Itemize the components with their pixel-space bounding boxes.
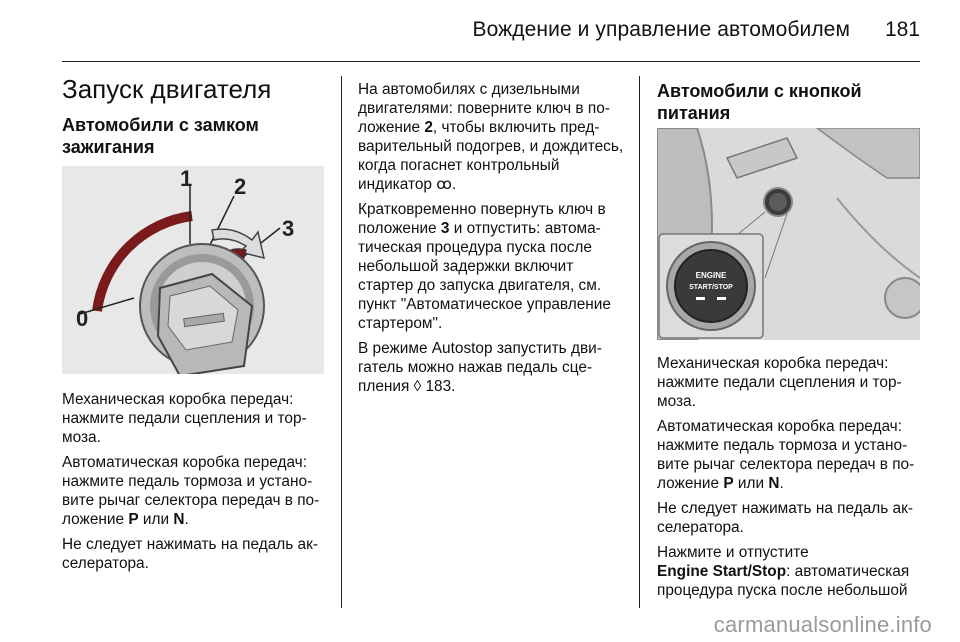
ignition-key-illustration xyxy=(62,166,324,374)
ignition-key-figure xyxy=(62,166,324,374)
section-title: Запуск двигателя xyxy=(62,74,272,104)
key-position-1: 1 xyxy=(180,166,193,191)
right-column-text xyxy=(657,354,927,606)
left-para-automatic: Автоматическая коробка передач: нажмите педаль тормоза и установите рычаг селектора передач в положение P или N. xyxy=(62,454,320,528)
right-para-press-button: Нажмите и отпустите Engine Start/Stop: автоматическая процедура пуска после небольшой xyxy=(657,544,910,599)
left-para-manual: Механическая коробка передач: нажмите педали сцепления и тормоза. xyxy=(62,391,307,446)
running-header-title: Вождение и управление автомобилем xyxy=(472,18,850,41)
left-para-accelerator: Не следует нажимать на педаль акселератора. xyxy=(62,536,318,572)
start-stop-illustration xyxy=(657,128,920,340)
start-stop-button-figure xyxy=(657,128,920,340)
page-reference-link[interactable]: 183. xyxy=(421,378,456,395)
middle-column-text xyxy=(358,80,630,402)
left-subheading: Автомобили с замком зажигания xyxy=(62,115,259,157)
right-para-automatic: Автоматическая коробка передач: нажмите педаль тормоза и установите рычаг селектора передач в положение P или N. xyxy=(657,418,915,492)
page-reference-icon: ◊ xyxy=(413,378,422,395)
column-divider-right xyxy=(639,76,640,608)
left-heading-block xyxy=(62,114,332,158)
right-para-manual: Механическая коробка передач: нажмите педали сцепления и тормоза. xyxy=(657,355,902,410)
watermark: carmanualsonline.info xyxy=(713,612,932,637)
button-label-engine: ENGINE xyxy=(695,271,727,280)
key-position-2: 2 xyxy=(234,174,247,199)
right-heading-block xyxy=(657,80,927,124)
column-divider-left xyxy=(341,76,342,608)
header-rule xyxy=(62,61,920,62)
right-subheading: Автомобили с кнопкой питания xyxy=(657,81,862,123)
engine-start-stop-label: Engine Start/Stop xyxy=(657,563,787,580)
middle-para-autostop: В режиме Autostop запустить двигатель можно нажав педаль сцепления ◊ 183. xyxy=(358,340,602,395)
key-position-3: 3 xyxy=(282,216,295,241)
middle-para-start: Кратковременно повернуть ключ в положение 3 и отпустить: автоматическая процедура пуска после небольшой задержки включит стартер до запуска двигателя, см. пункт "Автоматическое управление стартером". xyxy=(358,201,611,332)
glow-plug-indicator-icon: ꝏ xyxy=(436,176,452,193)
key-position-0: 0 xyxy=(76,306,89,331)
button-label-startstop: START/STOP xyxy=(689,284,733,291)
middle-para-diesel: На автомобилях с дизельными двигателями: поверните ключ в положение 2, чтобы включить предварительный подогрев, и дождитесь, когда погаснет контрольный индикатор ꝏ. xyxy=(358,81,624,193)
right-para-accelerator: Не следует нажимать на педаль акселератора. xyxy=(657,500,913,536)
page-number: 181 xyxy=(884,18,920,41)
left-column-text xyxy=(62,390,332,579)
